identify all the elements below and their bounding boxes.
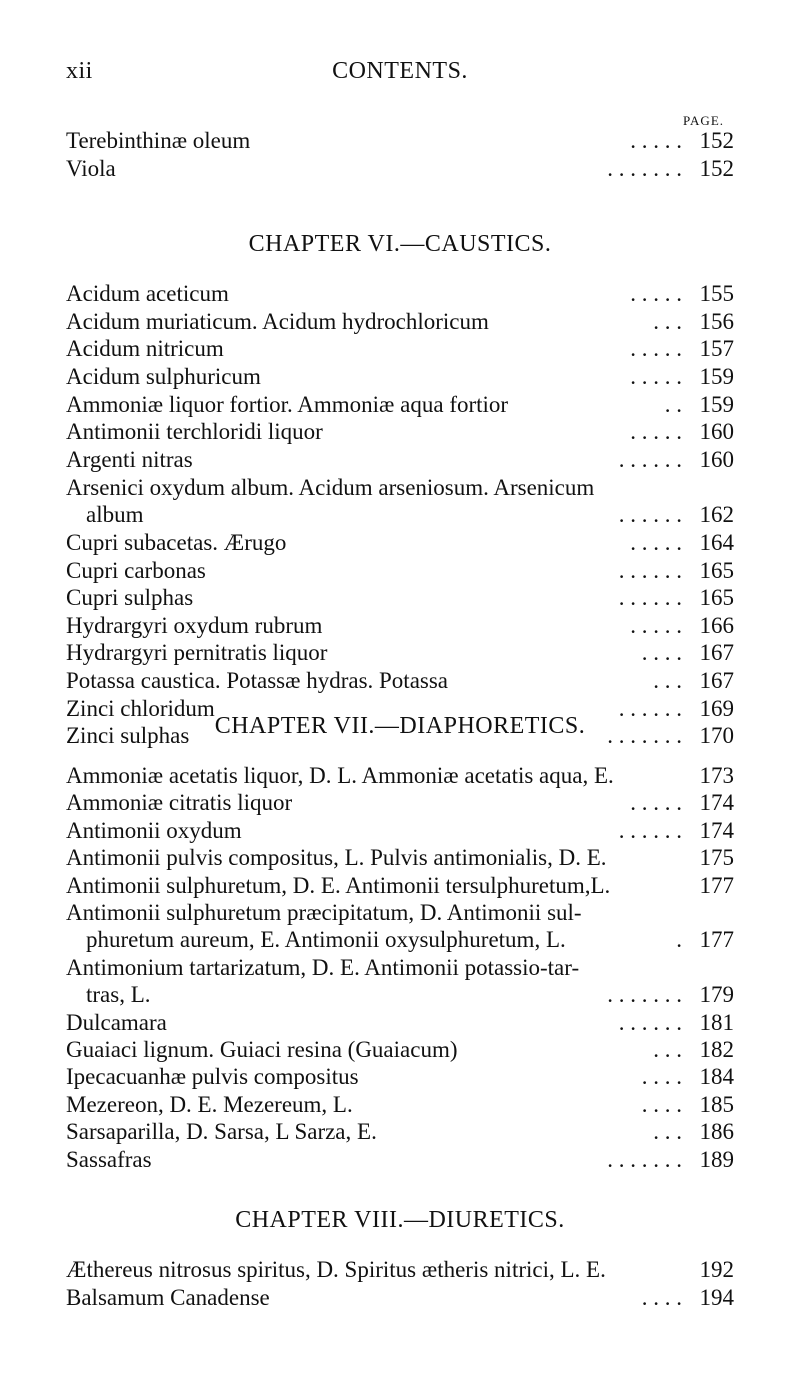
entry-title: Cupri sulphas (66, 585, 194, 611)
toc-entry (66, 334, 734, 363)
entry-page-number: 175 (699, 845, 734, 871)
entry-page-number: 152 (699, 155, 734, 181)
leader-dots: . . . . (641, 1064, 682, 1090)
toc-entry (66, 1117, 734, 1146)
entry-page-number: 186 (699, 1119, 734, 1145)
toc-entry (66, 390, 734, 419)
entry-title: Acidum aceticum (66, 281, 229, 306)
entry-title: Ammoniæ citratis liquor (66, 790, 293, 816)
leader-dots: . . . (653, 668, 682, 694)
entry-page-number: 157 (699, 336, 734, 362)
entry-title: Æthereus nitrosus spiritus, D. Spiritus ætheris nitrici, L. E. (66, 1257, 606, 1282)
leader-dots: . . . . . . (618, 1009, 682, 1035)
leader-dots: . . . . . . (618, 695, 682, 721)
entry-page-number: 184 (699, 1064, 734, 1090)
leader-dots: . . (664, 391, 682, 417)
entry-title: Terebinthinæ oleum (66, 128, 251, 153)
entry-title: Antimonii oxydum (66, 817, 242, 843)
leader-dots: . . . . . (630, 363, 682, 389)
entry-page-number: 170 (699, 723, 734, 749)
toc-entry (66, 417, 734, 446)
entry-page-number: 155 (699, 281, 734, 306)
entry-page-number: 159 (699, 363, 734, 389)
chapter-heading: CHAPTER VII.—DIAPHORETICS. (214, 713, 586, 739)
entry-page-number: 167 (699, 668, 734, 694)
leader-dots: . . . . . . . (607, 982, 682, 1008)
toc-entry (66, 473, 734, 502)
entry-page-number: 167 (699, 640, 734, 666)
leader-dots: . . . . . . (618, 817, 682, 843)
entry-title: Guaiaci lignum. Guiaci resina (Guaiacum) (66, 1037, 458, 1062)
leader-dots: . . . . (641, 640, 682, 666)
entry-page-number: 162 (699, 502, 734, 528)
entry-page-number: 177 (699, 927, 734, 953)
toc-entry (66, 279, 734, 308)
entry-title: Ammoniæ liquor fortior. Ammoniæ aqua fortior (66, 391, 509, 417)
entry-page-number: 165 (699, 557, 734, 583)
leader-dots: . . . . . (630, 612, 682, 638)
toc-entry (66, 953, 734, 982)
page-number: xii (66, 58, 93, 84)
toc-entry (66, 362, 734, 391)
entry-title: tras, L. (86, 982, 151, 1008)
entry-page-number: 194 (699, 1284, 734, 1310)
entry-title: Sarsaparilla, D. Sarsa, L Sarza, E. (66, 1119, 377, 1145)
entry-page-number: 166 (699, 612, 734, 638)
toc-entry (66, 556, 734, 585)
entry-page-number: 152 (699, 128, 734, 153)
entry-title: Mezereon, D. E. Mezereum, L. (66, 1091, 353, 1117)
toc-entry (66, 1062, 734, 1091)
leader-dots: . . . . . (630, 529, 682, 555)
entry-title: Cupri carbonas (66, 557, 206, 583)
toc-entry (66, 666, 734, 695)
entry-title: Antimonii pulvis compositus, L. Pulvis antimonialis, D. E. (66, 845, 607, 871)
chapter-heading: CHAPTER VI.—CAUSTICS. (248, 231, 552, 257)
toc-entry (66, 925, 734, 954)
entry-title: Acidum muriaticum. Acidum hydrochloricum (66, 308, 489, 334)
entry-page-number: 185 (699, 1091, 734, 1117)
toc-entry (66, 126, 734, 155)
entry-title: Zinci chloridum (66, 695, 215, 721)
leader-dots: . . . . . (630, 128, 682, 153)
toc-entry (66, 980, 734, 1009)
toc-entry (66, 761, 734, 790)
toc-entry (66, 871, 734, 900)
leader-dots: . . . . . . (618, 446, 682, 472)
leader-dots: . . . . . (630, 790, 682, 816)
entry-page-number: 156 (699, 308, 734, 334)
toc-entry (66, 1145, 734, 1174)
leader-dots: . . . . (641, 1284, 682, 1310)
entry-title: Antimonii sulphuretum, D. E. Antimonii tersulphuretum,L. (66, 872, 611, 898)
entry-title: Antimonii sulphuretum præcipitatum, D. Antimonii sul- (66, 900, 582, 925)
leader-dots: . . . . . . (618, 502, 682, 528)
toc-entry (66, 583, 734, 612)
leader-dots: . . . . . . (618, 557, 682, 583)
entry-title: Potassa caustica. Potassæ hydras. Potassa (66, 668, 449, 694)
leader-dots: . . . . . (630, 281, 682, 306)
toc-entry (66, 1283, 734, 1312)
toc-entry (66, 500, 734, 529)
toc-entry (66, 638, 734, 667)
entry-title: Viola (66, 155, 116, 181)
entry-title: Arsenici oxydum album. Acidum arseniosum. Arsenicum (66, 474, 595, 500)
toc-entry (66, 816, 734, 845)
entry-page-number: 164 (699, 529, 734, 555)
toc-entry (66, 611, 734, 640)
entry-page-number: 173 (699, 763, 734, 788)
entry-page-number: 159 (699, 391, 734, 417)
leader-dots: . . . . . . . (607, 723, 682, 749)
entry-title: Antimonium tartarizatum, D. E. Antimonii potassio-tar- (66, 954, 580, 980)
leader-dots: . (676, 927, 682, 953)
entry-page-number: 165 (699, 585, 734, 611)
entry-page-number: 189 (699, 1146, 734, 1172)
toc-entry (66, 445, 734, 474)
entry-title: Hydrargyri oxydum rubrum (66, 612, 323, 638)
entry-page-number: 182 (699, 1037, 734, 1062)
entry-title: album (86, 502, 144, 528)
toc-entry (66, 1035, 734, 1064)
leader-dots: . . . . (641, 1091, 682, 1117)
leader-dots: . . . . . . . (607, 1146, 682, 1172)
toc-entry (66, 154, 734, 183)
entry-title: Balsamum Canadense (66, 1284, 270, 1310)
entry-page-number: 169 (699, 695, 734, 721)
toc-entry (66, 843, 734, 872)
entry-title: Cupri subacetas. Ærugo (66, 529, 287, 555)
chapter-heading: CHAPTER VIII.—DIURETICS. (235, 1207, 565, 1233)
entry-title: Hydrargyri pernitratis liquor (66, 640, 328, 666)
leader-dots: . . . (653, 1119, 682, 1145)
page-column-label: PAGE. (683, 113, 725, 128)
entry-page-number: 192 (699, 1257, 734, 1282)
entry-page-number: 181 (699, 1009, 734, 1035)
leader-dots: . . . . . (630, 336, 682, 362)
entry-title: Acidum nitricum (66, 336, 224, 362)
leader-dots: . . . (653, 1037, 682, 1062)
entry-page-number: 160 (699, 446, 734, 472)
page-title: CONTENTS. (332, 58, 468, 84)
toc-entry (66, 1090, 734, 1119)
running-head (66, 56, 734, 86)
entry-title: Argenti nitras (66, 446, 193, 472)
leader-dots: . . . . . . (618, 585, 682, 611)
entry-page-number: 177 (699, 872, 734, 898)
entry-title: Sassafras (66, 1146, 152, 1172)
entry-title: Zinci sulphas (66, 723, 190, 749)
entry-title: phuretum aureum, E. Antimonii oxysulphuretum, L. (86, 927, 566, 953)
toc-entry (66, 788, 734, 817)
leader-dots: . . . . . . . (607, 155, 682, 181)
toc-entry (66, 528, 734, 557)
entry-page-number: 179 (699, 982, 734, 1008)
leader-dots: . . . (653, 308, 682, 334)
toc-entry (66, 1255, 734, 1284)
toc-entry (66, 1008, 734, 1037)
entry-page-number: 160 (699, 419, 734, 445)
entry-page-number: 174 (699, 817, 734, 843)
entry-title: Ipecacuanhæ pulvis compositus (66, 1064, 359, 1090)
leader-dots: . . . . . (630, 419, 682, 445)
toc-entry (66, 898, 734, 927)
entry-title: Antimonii terchloridi liquor (66, 419, 323, 445)
entry-title: Acidum sulphuricum (66, 363, 261, 389)
entry-title: Dulcamara (66, 1009, 167, 1035)
toc-entry (66, 307, 734, 336)
entry-title: Ammoniæ acetatis liquor, D. L. Ammoniæ acetatis aqua, E. (66, 763, 614, 788)
entry-page-number: 174 (699, 790, 734, 816)
